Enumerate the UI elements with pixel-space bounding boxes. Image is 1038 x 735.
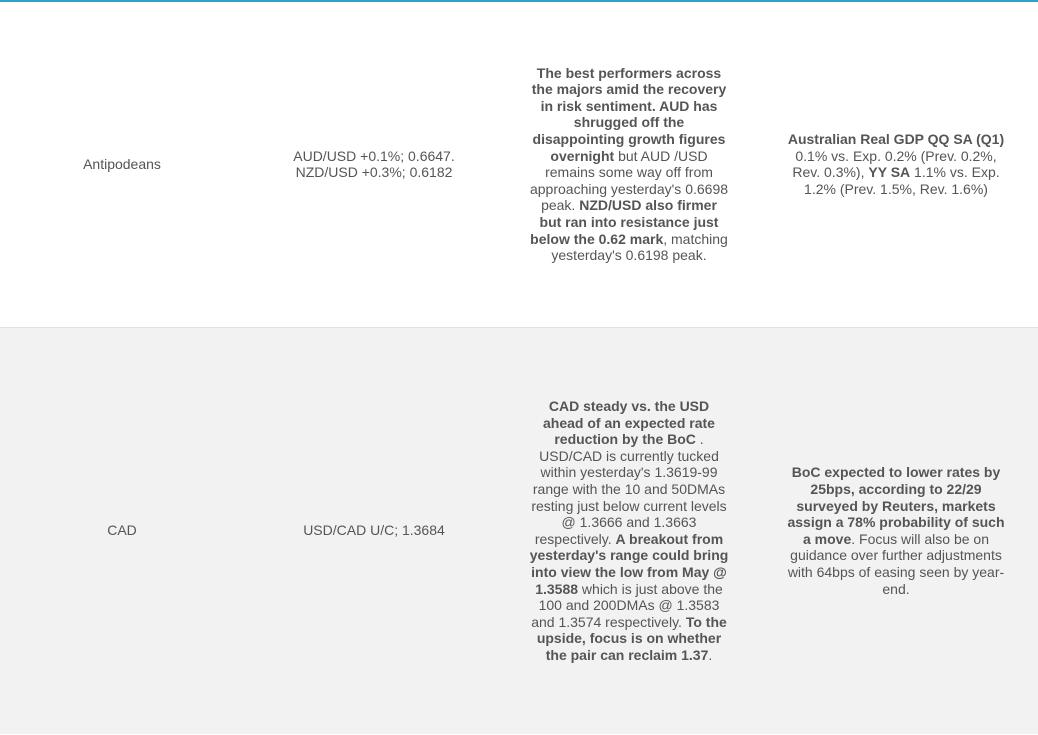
price-move-line: USD/CAD U/C; 1.3684 xyxy=(303,522,445,539)
data-release-text xyxy=(784,131,1009,197)
price-move-cell xyxy=(244,1,504,327)
commentary-segment: which is just above the 100 and 200DMAs @ 1.3583 and 1.3574 respectively. xyxy=(531,580,723,630)
data-release-segment: . Focus will also be on guidance over further adjustments with 64bps of easing seen by year-end. xyxy=(787,530,1005,597)
data-release-segment: 1.1% vs. Exp. 1.2% (Prev. 1.5%, Rev. 1.6%) xyxy=(804,164,1000,197)
data-release-cell xyxy=(754,327,1038,734)
commentary-segment: but AUD /USD remains some way off from approaching yesterday's 0.6698 peak. xyxy=(529,147,729,214)
price-move-line: NZD/USD +0.3%; 0.6182 xyxy=(295,164,453,181)
region-label: CAD xyxy=(107,522,137,539)
table-row-antipodeans xyxy=(0,1,1038,327)
commentary-text xyxy=(529,398,729,664)
commentary-segment: CAD steady vs. the USD ahead of an expected rate reduction by the BoC xyxy=(543,398,715,448)
commentary-segment: A breakout from yesterday's range could bring into view the low from May @ 1.3588 xyxy=(529,530,729,597)
commentary-text xyxy=(529,65,729,264)
region-cell xyxy=(0,1,244,327)
commentary-segment: . USD/CAD is currently tucked within yesterday's 1.3619-99 range with the 10 and 50DMAs resting just below current levels @ 1.3666 and 1.3663 respectively. xyxy=(531,431,727,547)
data-release-cell xyxy=(754,1,1038,327)
data-release-segment: BoC expected to lower rates by 25bps, according to 22/29 surveyed by Reuters, markets assign a 78% probability of such a move xyxy=(787,464,1005,547)
commentary-segment: . xyxy=(708,646,713,663)
data-release-segment: YY SA xyxy=(868,164,911,181)
price-move-cell xyxy=(244,327,504,734)
table-row-cad xyxy=(0,327,1038,734)
price-move-text xyxy=(254,522,494,539)
commentary-cell xyxy=(504,327,754,734)
price-move-line: AUD/USD +0.1%; 0.6647. xyxy=(293,147,455,164)
data-release-text xyxy=(784,464,1009,597)
region-label: Antipodeans xyxy=(83,155,161,172)
commentary-cell xyxy=(504,1,754,327)
data-release-segment: Australian Real GDP QQ SA (Q1) xyxy=(787,131,1005,148)
price-move-text xyxy=(254,148,494,181)
region-cell xyxy=(0,327,244,734)
data-release-segment: 0.1% vs. Exp. 0.2% (Prev. 0.2%, Rev. 0.3%), xyxy=(792,147,997,181)
commentary-segment: To the upside, focus is on whether the pair can reclaim 1.37 xyxy=(536,613,727,663)
commentary-segment: The best performers across the majors amid the recovery in risk sentiment. AUD has shrugged off the disappointing growth figures overnight xyxy=(531,64,727,164)
commentary-segment: NZD/USD also firmer but ran into resistance just below the 0.62 mark xyxy=(530,197,719,247)
commentary-segment: , matching yesterday's 0.6198 peak. xyxy=(551,230,728,264)
